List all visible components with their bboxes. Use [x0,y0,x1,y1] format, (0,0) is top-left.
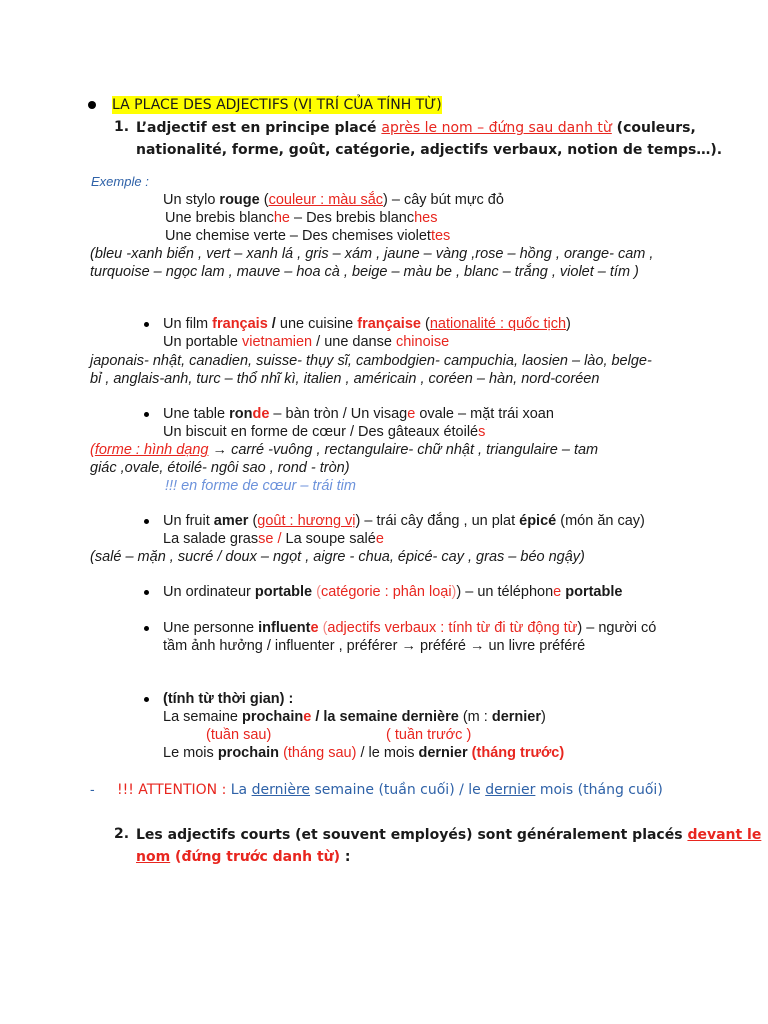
couleur-example-3: Une chemise verte – Des chemises violettes [165,228,451,244]
rule-1-line-2: nationalité, forme, goût, catégorie, adjectifs verbaux, notion de temps…). [136,142,723,158]
temps-example-1: La semaine prochaine / la semaine dernière (m : dernier) [163,709,546,725]
categorie-example: Un ordinateur portable (catégorie : phân loại)) – un téléphone portable [163,584,623,600]
gout-vocab: (salé – mặn , sucré / doux – ngọt , aigre - chua, épicé- cay , gras – béo ngậy) [90,549,585,565]
couleur-example-2: Une brebis blanche – Des brebis blanches [165,210,438,226]
exemple-label: Exemple : [91,174,149,189]
gout-example-1: Un fruit amer (goût : hương vị) – trái cây đắng , un plat épicé (món ăn cay) [163,513,645,529]
rule-2-number: 2. [114,826,130,842]
couleur-vocab-1: (bleu -xanh biển , vert – xanh lá , gris – xám , jaune – vàng ,rose – hồng , orange- cam , [90,246,654,262]
rule-2-line-1: Les adjectifs courts (et souvent employés) sont généralement placés devant le [136,827,762,843]
forme-example-1: Une table ronde – bàn tròn / Un visage ovale – mặt trái xoan [163,406,554,422]
forme-example-2: Un biscuit en forme de cœur / Des gâteaux étoilés [163,424,486,440]
couleur-vocab-2: turquoise – ngọc lam , mauve – hoa cà , beige – màu be , blanc – trắng , violet – tím ) [90,264,639,280]
verbaux-example-1: Une personne influente (adjectifs verbaux : tính từ đi từ động từ) – người có [163,620,657,636]
couleur-example-1: Un stylo rouge (couleur : màu sắc) – cây bút mực đỏ [163,192,504,208]
rule-2-line-2: nom (đứng trước danh từ) : [136,849,351,865]
temps-gloss-1: (tuần sau) [206,727,272,743]
temps-gloss-2: ( tuần trước ) [386,727,472,743]
nationalite-example-1: Un film français / une cuisine française (nationalité : quốc tịch) [163,316,571,332]
forme-vocab-2: giác ,ovale, étoilé- ngôi sao , rond - tròn) [90,460,350,476]
gout-bullet-icon [144,519,149,524]
gout-example-2: La salade grasse / La soupe salée [163,531,384,547]
rule-1-line-1: L’adjectif est en principe placé après le nom – đứng sau danh từ (couleurs, [136,120,696,136]
nationalite-example-2: Un portable vietnamien / une danse chinoise [163,334,450,350]
forme-note: !!! en forme de cœur – trái tim [165,478,356,494]
arrow-right-icon: → [401,638,416,654]
heading-bullet-icon [88,101,96,109]
nationalite-vocab-2: bỉ , anglais-anh, turc – thổ nhĩ kì, italien , américain , coréen – hàn, nord-coréen [90,371,600,387]
temps-bullet-icon [144,697,149,702]
section-heading: LA PLACE DES ADJECTIFS (VỊ TRÍ CỦA TÍNH TỪ) [112,97,442,113]
rule-1-number: 1. [114,119,130,135]
verbaux-example-2: tầm ảnh hưởng / influenter , préférer → préféré → un livre préféré [163,638,586,654]
nationalite-bullet-icon [144,322,149,327]
forme-vocab-1: (forme : hình dạng → carré -vuông , rectangulaire- chữ nhật , triangulaire – tam [90,442,599,458]
verbaux-bullet-icon [144,626,149,631]
temps-example-2: Le mois prochain (tháng sau) / le mois dernier (tháng trước) [163,745,565,761]
arrow-right-icon: → [469,638,485,654]
arrow-right-icon: → [212,442,228,458]
nationalite-vocab-1: japonais- nhật, canadien, suisse- thụy sĩ, cambodgien- campuchia, laosien – lào, belge- [90,353,652,369]
attention-note: !!! ATTENTION : La dernière semaine (tuần cuối) / le dernier mois (tháng cuối) [117,782,663,798]
categorie-bullet-icon [144,590,149,595]
temps-heading: (tính từ thời gian) : [163,691,294,707]
forme-bullet-icon [144,412,149,417]
attention-dash: - [90,781,95,797]
